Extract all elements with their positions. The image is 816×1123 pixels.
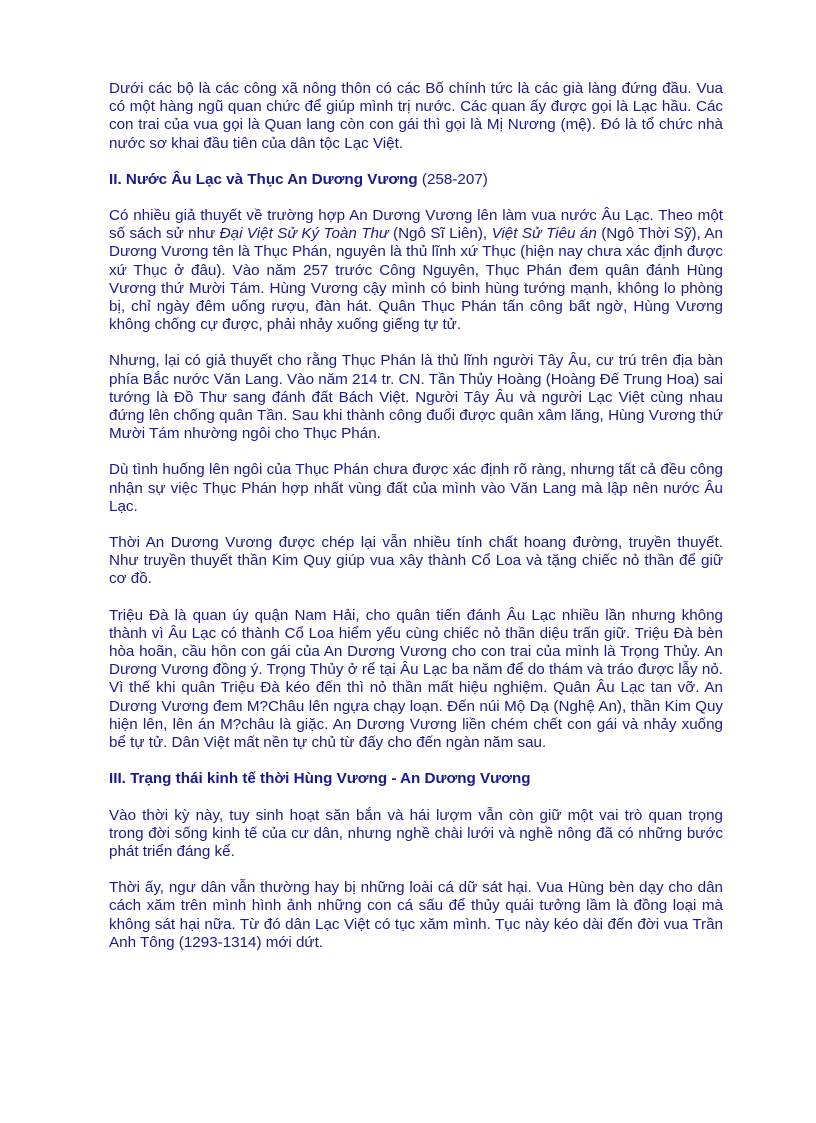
text-segment: (Ngô Sĩ Liên), xyxy=(388,225,492,243)
heading-au-lac-years: (258-207) xyxy=(417,170,488,188)
paragraph-legend: Thời An Dương Vương được chép lại vẫn nhiều tính chất hoang đường, truyền thuyết. Như truyền thuyết thần Kim Quy giúp vua xây thành Cổ Loa và tặng chiếc nỏ thần để giữ cơ đồ. xyxy=(109,534,723,588)
heading-au-lac xyxy=(109,171,723,189)
paragraph-trieu-da: Triệu Đà là quan úy quận Nam Hải, cho quân tiến đánh Âu Lạc nhiều lần nhưng không thành vì Âu Lạc có thành Cổ Loa hiểm yếu cùng chiếc nỏ thần diệu trấn giữ. Triệu Đà bèn hòa hoãn, cầu hôn con gái của An Dương Vương cho con trai của mình là Trọng Thủy. An Dương Vương đồng ý. Trọng Thủy ở rể tại Âu Lạc ba năm để do thám và tráo được lẫy nỏ. Vì thế khi quân Triệu Đà kéo đến thì nỏ thần mất hiệu nghiệm. Quân Âu Lạc tan vỡ. An Dương Vương đem M?Châu lên ngựa chạy loạn. Đến núi Mộ Dạ (Nghệ An), thần Kim Quy hiện lên, lên án M?châu là giặc. An Dương Vương liền chém chết con gái và nhảy xuống bể tự tử. Dân Việt mất nền tự chủ từ đấy cho đến ngàn năm sau. xyxy=(109,606,723,752)
paragraph-economy: Vào thời kỳ này, tuy sinh hoạt săn bắn và hái lượm vẫn còn giữ một vai trò quan trọng trong đời sống kinh tế của cư dân, nhưng nghề chài lưới và nghề nông đã có những bước phát triển đáng kể. xyxy=(109,806,723,860)
text-segment: Có nhiều giả thuyết về trường hợp An Dương Vương lên làm vua nước Âu Lạc. Theo một số sách sử như xyxy=(109,207,723,243)
book-title-dai-viet: Đại Việt Sử Ký Toàn Thư xyxy=(219,225,389,243)
paragraph-tattoo-custom: Thời ấy, ngư dân vẫn thường hay bị những loài cá dữ sát hại. Vua Hùng bèn dạy cho dân cách xăm trên mình hình ảnh những con cá sấu để thủy quái tưởng lầm là đồng loại mà không sát hại nữa. Từ đó dân Lạc Việt có tục xăm mình. Tục này kéo dài đến đời vua Trần Anh Tông (1293-1314) mới dứt. xyxy=(109,879,723,951)
book-title-viet-su: Việt Sử Tiêu án xyxy=(491,225,597,243)
heading-au-lac-title: II. Nước Âu Lạc và Thục An Dương Vương xyxy=(109,170,418,188)
heading-economy-title: III. Trạng thái kinh tế thời Hùng Vương - An Dương Vương xyxy=(109,770,531,788)
paragraph-tay-au-theory: Nhưng, lại có giả thuyết cho rằng Thục Phán là thủ lĩnh người Tây Âu, cư trú trên địa bàn phía Bắc nước Văn Lang. Vào năm 214 tr. CN. Tần Thủy Hoàng (Hoàng Đế Trung Hoa) sai tướng là Đồ Thư sang đánh đất Bách Việt. Người Tây Âu và người Lạc Việt cùng nhau đứng lên chống quân Tần. Sau khi thành công đuổi được quân xâm lăng, Hùng Vương thứ Mười Tám nhường ngôi cho Thục Phán. xyxy=(109,352,723,443)
text-segment: (Ngô Thời Sỹ), An Dương Vương tên là Thục Phán, nguyên là thủ lĩnh xứ Thục (hiện nay chưa xác định được xứ Thục ở đâu). Vào năm 257 trước Công Nguyên, Thục Phán đem quân đánh Hùng Vương thứ Mười Tám. Hùng Vương cậy mình có binh hùng tướng mạnh, không lo phòng bị, chỉ ngày đêm uống rượu, đàn hát. Quân Thục Phán tấn công bất ngờ, Hùng Vương không chống cự được, phải nhảy xuống giếng tự tử. xyxy=(109,225,723,334)
paragraph-au-lac-founding: Dù tình huống lên ngôi của Thục Phán chưa được xác định rõ ràng, nhưng tất cả đều công nhận sự việc Thục Phán hợp nhất vùng đất của mình vào Văn Lang mà lập nên nước Âu Lạc. xyxy=(109,461,723,515)
paragraph-lac-viet-organization: Dưới các bộ là các công xã nông thôn có các Bố chính tức là các già làng đứng đầu. Vua có một hàng ngũ quan chức để giúp mình trị nước. Các quan ấy được gọi là Lạc hầu. Các con trai của vua gọi là Quan lang còn con gái thì gọi là Mị Nương (mệ). Đó là tổ chức nhà nước sơ khai đầu tiên của dân tộc Lạc Việt. xyxy=(109,80,723,152)
heading-economy xyxy=(109,770,723,788)
paragraph-an-duong-vuong-theories xyxy=(109,207,723,334)
document-page xyxy=(109,80,723,970)
